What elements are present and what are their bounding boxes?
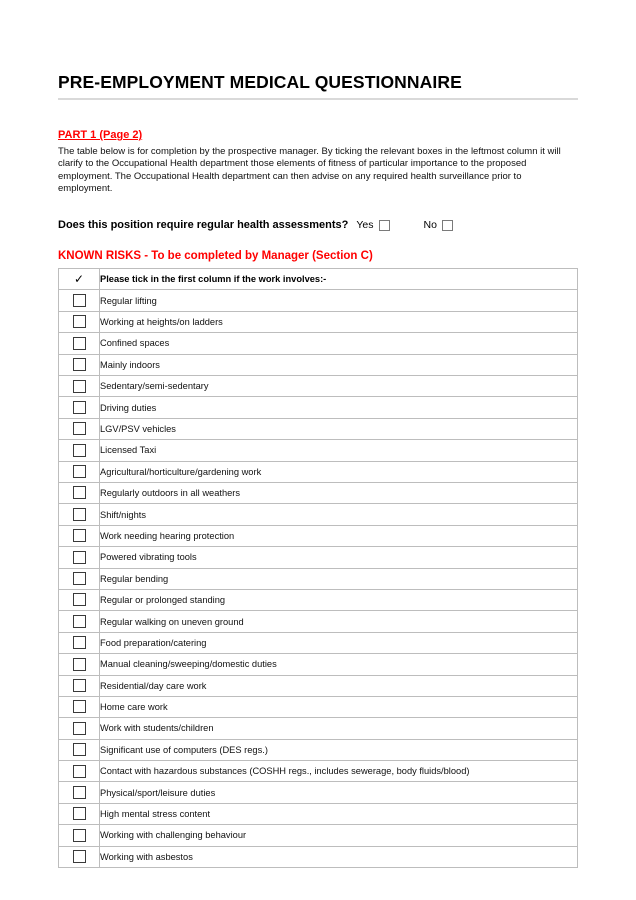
table-row [59, 696, 578, 717]
risk-tick-cell[interactable] [59, 782, 100, 803]
risk-label: Manual cleaning/sweeping/domestic duties [100, 654, 578, 675]
risk-checkbox[interactable] [73, 315, 86, 328]
risk-label: Food preparation/catering [100, 632, 578, 653]
risk-label: Regular bending [100, 568, 578, 589]
table-row [59, 718, 578, 739]
table-row [59, 525, 578, 546]
risk-checkbox[interactable] [73, 658, 86, 671]
risk-checkbox[interactable] [73, 786, 86, 799]
table-row [59, 376, 578, 397]
table-row [59, 547, 578, 568]
table-row [59, 846, 578, 867]
risk-label: Working with challenging behaviour [100, 825, 578, 846]
risk-tick-cell[interactable] [59, 568, 100, 589]
answer-no-checkbox[interactable] [442, 220, 453, 231]
risk-checkbox[interactable] [73, 722, 86, 735]
risk-tick-cell[interactable] [59, 718, 100, 739]
risk-label: Residential/day care work [100, 675, 578, 696]
risk-label: Regular walking on uneven ground [100, 611, 578, 632]
check-icon: ✓ [73, 272, 85, 287]
table-row [59, 418, 578, 439]
risk-tick-cell[interactable] [59, 397, 100, 418]
risk-checkbox[interactable] [73, 829, 86, 842]
table-row [59, 397, 578, 418]
part-heading: PART 1 (Page 2) [58, 129, 143, 142]
risk-checkbox[interactable] [73, 401, 86, 414]
risk-tick-cell[interactable] [59, 611, 100, 632]
table-row [59, 589, 578, 610]
risk-tick-cell[interactable] [59, 696, 100, 717]
risk-checkbox[interactable] [73, 572, 86, 585]
risk-checkbox[interactable] [73, 593, 86, 606]
risk-tick-cell[interactable] [59, 354, 100, 375]
known-risks-table-body [59, 269, 578, 868]
risk-tick-cell[interactable] [59, 825, 100, 846]
table-row [59, 290, 578, 311]
risk-tick-cell[interactable] [59, 376, 100, 397]
risk-label: Contact with hazardous substances (COSHH regs., includes sewerage, body fluids/blood) [100, 761, 578, 782]
table-row [59, 654, 578, 675]
risk-label: Shift/nights [100, 504, 578, 525]
risk-checkbox[interactable] [73, 358, 86, 371]
risk-label: Significant use of computers (DES regs.) [100, 739, 578, 760]
risk-checkbox[interactable] [73, 700, 86, 713]
risk-tick-cell[interactable] [59, 761, 100, 782]
table-row [59, 782, 578, 803]
known-risks-heading: KNOWN RISKS - To be completed by Manager (Section C) [58, 250, 373, 263]
risk-tick-cell[interactable] [59, 525, 100, 546]
risk-checkbox[interactable] [73, 380, 86, 393]
risk-tick-cell[interactable] [59, 803, 100, 824]
risk-tick-cell[interactable] [59, 311, 100, 332]
risk-label: Regularly outdoors in all weathers [100, 483, 578, 504]
table-header-row [59, 269, 578, 290]
risk-label: Physical/sport/leisure duties [100, 782, 578, 803]
risk-checkbox[interactable] [73, 636, 86, 649]
risk-label: Driving duties [100, 397, 578, 418]
risk-label: LGV/PSV vehicles [100, 418, 578, 439]
risk-checkbox[interactable] [73, 529, 86, 542]
risk-label: Mainly indoors [100, 354, 578, 375]
table-row [59, 761, 578, 782]
risk-tick-cell[interactable] [59, 675, 100, 696]
risk-label: Powered vibrating tools [100, 547, 578, 568]
risk-tick-cell[interactable] [59, 846, 100, 867]
risk-label: Licensed Taxi [100, 440, 578, 461]
known-risks-table [58, 268, 578, 868]
risk-checkbox[interactable] [73, 615, 86, 628]
answer-yes-group [356, 219, 389, 231]
risk-tick-cell[interactable] [59, 461, 100, 482]
risk-label: Confined spaces [100, 333, 578, 354]
risk-checkbox[interactable] [73, 465, 86, 478]
risk-label: Working with asbestos [100, 846, 578, 867]
risk-label: Regular lifting [100, 290, 578, 311]
header-instruction-label: Please tick in the first column if the work involves:- [100, 269, 578, 290]
table-row [59, 803, 578, 824]
answer-yes-checkbox[interactable] [379, 220, 390, 231]
answer-yes-label: Yes [356, 219, 374, 232]
risk-label: Working at heights/on ladders [100, 311, 578, 332]
table-row [59, 568, 578, 589]
risk-checkbox[interactable] [73, 486, 86, 499]
risk-checkbox[interactable] [73, 807, 86, 820]
table-row [59, 504, 578, 525]
health-assessment-question-row [58, 195, 578, 231]
risk-checkbox[interactable] [73, 765, 86, 778]
table-row [59, 440, 578, 461]
risk-label: Work needing hearing protection [100, 525, 578, 546]
risk-checkbox[interactable] [73, 551, 86, 564]
risk-label: Agricultural/horticulture/gardening work [100, 461, 578, 482]
risk-tick-cell[interactable] [59, 547, 100, 568]
table-row [59, 632, 578, 653]
risk-tick-cell[interactable] [59, 589, 100, 610]
risk-checkbox[interactable] [73, 850, 86, 863]
risk-tick-cell[interactable] [59, 483, 100, 504]
risk-tick-cell[interactable] [59, 333, 100, 354]
risk-tick-cell[interactable] [59, 739, 100, 760]
header-tick-cell [59, 269, 100, 290]
intro-paragraph: The table below is for completion by the prospective manager. By ticking the relevant boxes in the leftmost column it will clarify to the Occupational Health department those elements of fitness of particular importance to the proposed employment. The Occupational Health department can then advise on any required health surveillance prior to employment. [58, 145, 561, 194]
risk-checkbox[interactable] [73, 422, 86, 435]
table-row [59, 483, 578, 504]
risk-tick-cell[interactable] [59, 440, 100, 461]
risk-label: Work with students/children [100, 718, 578, 739]
page-title: PRE-EMPLOYMENT MEDICAL QUESTIONNAIRE [58, 72, 462, 92]
risk-label: Regular or prolonged standing [100, 589, 578, 610]
risk-tick-cell[interactable] [59, 654, 100, 675]
risk-tick-cell[interactable] [59, 418, 100, 439]
risk-label: High mental stress content [100, 803, 578, 824]
risk-label: Sedentary/semi-sedentary [100, 376, 578, 397]
table-row [59, 461, 578, 482]
risk-checkbox[interactable] [73, 508, 86, 521]
risk-tick-cell[interactable] [59, 504, 100, 525]
health-assessment-question-label: Does this position require regular health assessments? [58, 219, 349, 232]
table-row [59, 611, 578, 632]
table-row [59, 333, 578, 354]
risk-checkbox[interactable] [73, 743, 86, 756]
risk-checkbox[interactable] [73, 294, 86, 307]
answer-no-group [424, 219, 453, 231]
risk-label: Home care work [100, 696, 578, 717]
risk-checkbox[interactable] [73, 444, 86, 457]
table-row [59, 739, 578, 760]
risk-checkbox[interactable] [73, 679, 86, 692]
answer-no-label: No [423, 219, 437, 232]
risk-checkbox[interactable] [73, 337, 86, 350]
risk-tick-cell[interactable] [59, 290, 100, 311]
table-row [59, 825, 578, 846]
table-row [59, 675, 578, 696]
risk-tick-cell[interactable] [59, 632, 100, 653]
table-row [59, 354, 578, 375]
table-row [59, 311, 578, 332]
